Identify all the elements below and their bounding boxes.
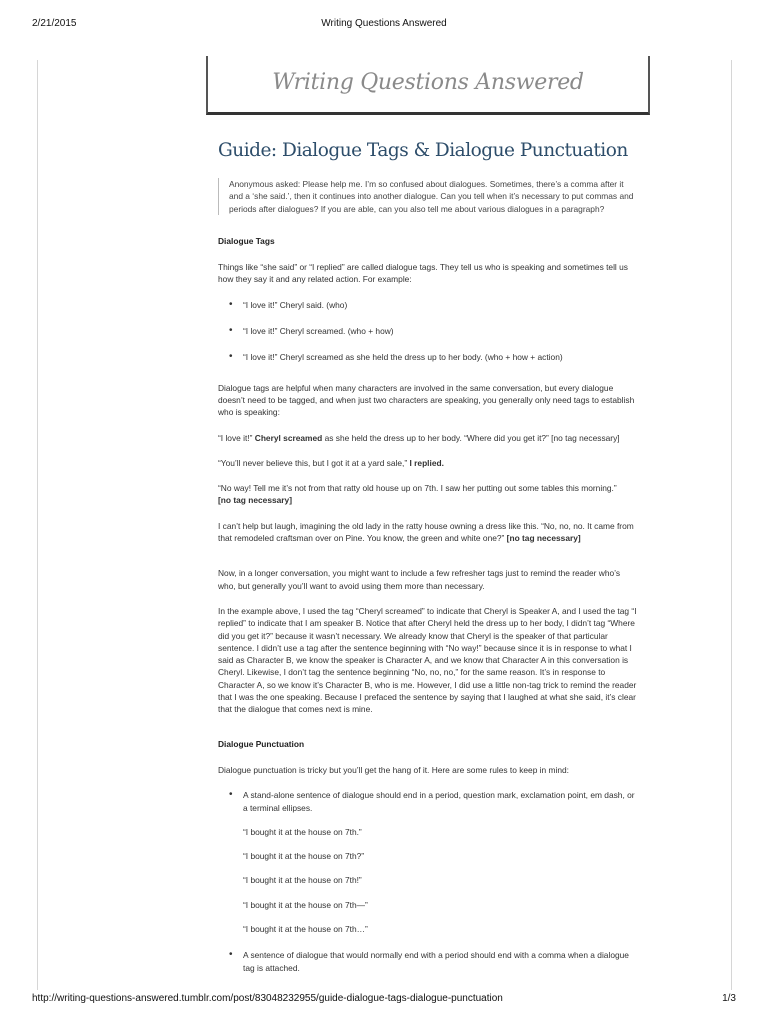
punctuation-example: “I bought it at the house on 7th…”	[243, 923, 368, 934]
print-title: Writing Questions Answered	[321, 18, 447, 29]
list-item: • A sentence of dialogue that would normally end with a period should end with a comma when a dialogue tag is attached.	[243, 949, 638, 974]
section-heading-dialogue-tags: Dialogue Tags	[218, 235, 275, 246]
punctuation-example: “I bought it at the house on 7th?”	[243, 851, 365, 862]
example-list	[218, 299, 638, 364]
punctuation-example: “I bought it at the house on 7th—”	[243, 899, 368, 910]
list-item	[243, 789, 638, 935]
paragraph: Dialogue tags are helpful when many characters are involved in the same conversation, but every dialogue doesn’t need to be tagged, and when just two characters are speaking, you generally only need tags to establish who is speaking:	[218, 382, 635, 418]
paragraph: Things like “she said” or “I replied” are called dialogue tags. They tell us who is speaking and sometimes tell us how they say it and any related action. For example:	[218, 262, 628, 285]
print-date: 2/21/2015	[32, 18, 77, 29]
punctuation-example: “I bought it at the house on 7th!”	[243, 875, 362, 886]
rule-text: • A stand-alone sentence of dialogue should end in a period, question mark, exclamation point, em dash, or a terminal ellipses.	[243, 790, 635, 813]
print-url[interactable]: http://writing-questions-answered.tumblr.com/post/83048232955/guide-dialogue-tags-dialogue-punctuation	[32, 993, 503, 1004]
list-item: • “I love it!” Cheryl screamed. (who + how)	[243, 325, 638, 337]
dialogue-tag: I replied.	[409, 457, 444, 468]
page-number: 1/3	[722, 993, 736, 1004]
dialogue-example: “I love it!” Cheryl screamed as she held the dress up to her body. “Where did you get it?” [no tag necessary]	[218, 432, 620, 443]
paragraph: Dialogue punctuation is tricky but you’ll get the hang of it. Here are some rules to keep in mind:	[218, 764, 570, 775]
dialogue-example: “You’ll never believe this, but I got it at a yard sale,” I replied.	[218, 457, 444, 468]
post-content	[218, 138, 638, 988]
page-border-right	[731, 60, 732, 990]
list-item: • “I love it!” Cheryl screamed as she held the dress up to her body. (who + how + action)	[243, 351, 638, 363]
list-item: • “I love it!” Cheryl said. (who)	[243, 299, 638, 311]
page-border-left	[37, 60, 38, 990]
dialogue-tag: Cheryl screamed	[254, 432, 323, 443]
rules-list	[218, 789, 638, 974]
question-quote: Anonymous asked: Please help me. I’m so confused about dialogues. Sometimes, there’s a comma after it and a ‘she said.’, then it continues into another dialogue. Can you tell when it’s necessary to put commas and periods after dialogues? If you are able, can you also tell me about various dialogues in a paragraph?	[218, 178, 638, 215]
paragraph: Now, in a longer conversation, you might want to include a few refresher tags just to remind the reader who’s who, but generally you’ll want to avoid using them more than necessary.	[218, 568, 621, 591]
dialogue-example: “No way! Tell me it’s not from that ratty old house up on 7th. I saw her putting out some tables this morning.” [no tag necessary]	[218, 483, 617, 506]
post-title[interactable]: Guide: Dialogue Tags & Dialogue Punctuation	[218, 140, 628, 161]
blog-title[interactable]: Writing Questions Answered	[272, 70, 584, 95]
punctuation-example: “I bought it at the house on 7th.”	[243, 826, 362, 837]
section-heading-dialogue-punctuation: Dialogue Punctuation	[218, 738, 305, 749]
dialogue-example: I can’t help but laugh, imagining the old lady in the ratty house owning a dress like this. “No, no, no. It came from that remodeled craftsman over on Pine. You know, the green and white one?” [no tag necessary]	[218, 520, 634, 544]
paragraph: In the example above, I used the tag “Cheryl screamed” to indicate that Cheryl is Speaker A, and I used the tag “I replied” to indicate that I am speaker B. Notice that after Cheryl held the dress up to her body, I didn’t tag “Where did you get it?” because it wasn’t necessary. We already know that Cheryl is the speaker of that particular sentence. I didn’t use a tag after the sentence beginning with “No way!” because since it is in response to what I said as Character B, we know the speaker is Character A, and we know that Character A in this conversation is Cheryl. Likewise, I don’t tag the sentence beginning “No, no, no,” for the same reason. It’s in response to Character A, so we know it’s Character B, who is me. However, I did use a little non-tag trick to remind the reader that I was the one speaking. Because I prefaced the sentence by saying that I laughed at what she said, it’s clear that the dialogue that comes next is mine.	[218, 605, 637, 715]
tag-note: [no tag necessary]	[506, 533, 581, 544]
tag-note: [no tag necessary]	[218, 495, 293, 506]
blog-header	[206, 56, 650, 115]
